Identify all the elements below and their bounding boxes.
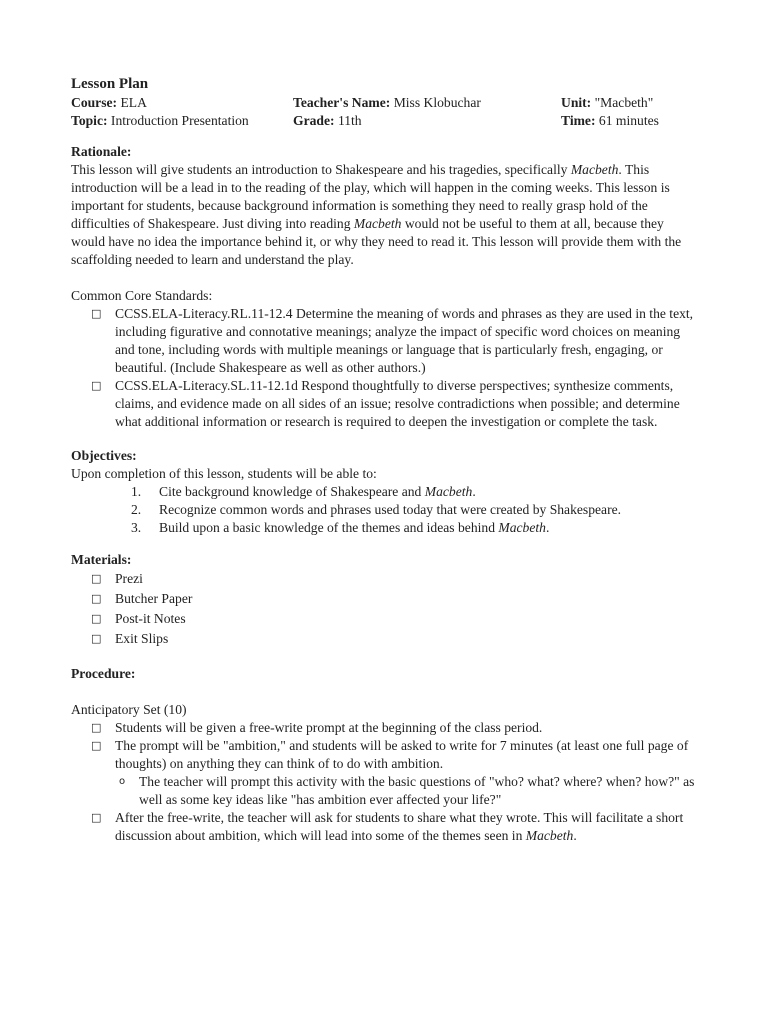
list-item: □ CCSS.ELA-Literacy.SL.11-12.1d Respond thoughtfully to diverse perspectives; synthesize comments, claims, and evidence made on all sides of an issue; resolve contradictions when possible; and determine what additional information or research is required to deepen the investigation or complete the task. bbox=[91, 378, 680, 429]
standards-heading: Common Core Standards: bbox=[71, 288, 213, 303]
teacher-field: Teacher's Name: Miss Klobuchar bbox=[293, 95, 481, 110]
checkbox-bullet-icon: □ bbox=[91, 811, 102, 824]
header-row-2 bbox=[71, 112, 701, 130]
procedure-sublist bbox=[115, 773, 701, 809]
standards-list bbox=[71, 305, 701, 431]
list-item: □ Exit Slips bbox=[71, 629, 701, 649]
list-item: 2. Recognize common words and phrases used today that were created by Shakespeare. bbox=[131, 502, 622, 517]
list-item: □ Butcher Paper bbox=[71, 589, 701, 609]
list-item: 3. Build upon a basic knowledge of the themes and ideas behind Macbeth. bbox=[131, 520, 550, 535]
procedure-heading: Procedure: bbox=[71, 666, 136, 681]
checkbox-bullet-icon: □ bbox=[91, 592, 102, 605]
unit-field: Unit: "Macbeth" bbox=[561, 95, 654, 110]
objectives-list bbox=[71, 483, 701, 537]
objectives-heading: Objectives: bbox=[71, 448, 137, 463]
list-item: □ The prompt will be "ambition," and students will be asked to write for 7 minutes (at least one full page of thoughts) on anything they can think of to do with ambition. o The teacher will prompt this activity with the basic questions of "who? what? where? when? how?" as well as some key ideas like "has ambition ever affected your life?" bbox=[71, 737, 701, 809]
checkbox-bullet-icon: □ bbox=[91, 739, 102, 752]
time-field: Time: 61 minutes bbox=[561, 113, 659, 128]
procedure-list bbox=[71, 719, 701, 845]
list-item: □ Prezi bbox=[71, 569, 701, 589]
grade-field: Grade: 11th bbox=[293, 113, 362, 128]
topic-field: Topic: Introduction Presentation bbox=[71, 113, 249, 128]
circle-bullet-icon: o bbox=[119, 776, 126, 787]
checkbox-bullet-icon: □ bbox=[91, 307, 102, 320]
list-item: □ After the free-write, the teacher will ask for students to share what they wrote. This will facilitate a short discussion about ambition, which will lead into some of the themes seen in Macbeth. bbox=[91, 810, 684, 843]
lesson-plan-document bbox=[71, 74, 701, 845]
checkbox-bullet-icon: □ bbox=[91, 632, 102, 645]
anticipatory-set-heading: Anticipatory Set (10) bbox=[71, 702, 187, 717]
rationale-heading: Rationale: bbox=[71, 144, 132, 159]
header-row-1 bbox=[71, 94, 701, 112]
checkbox-bullet-icon: □ bbox=[91, 612, 102, 625]
course-field: Course: ELA bbox=[71, 95, 147, 110]
materials-heading: Materials: bbox=[71, 552, 132, 567]
rationale-paragraph: This lesson will give students an introduction to Shakespeare and his tragedies, specifically Macbeth. This introduction will be a lead in to the reading of the play, which will happen in the coming weeks. This lesson is important for students, because background information is something they need to really grasp hold of the difficulties of Shakespeare. Just diving into reading Macbeth would not be useful to them at all, because they would have no idea the importance behind it, or why they need to read it. This lesson will provide them with the scaffolding needed to learn and understand the play. bbox=[71, 162, 682, 267]
objectives-intro: Upon completion of this lesson, students will be able to: bbox=[71, 466, 377, 481]
checkbox-bullet-icon: □ bbox=[91, 721, 102, 734]
document-title: Lesson Plan bbox=[71, 76, 149, 92]
checkbox-bullet-icon: □ bbox=[91, 572, 102, 585]
checkbox-bullet-icon: □ bbox=[91, 379, 102, 392]
materials-list bbox=[71, 569, 701, 649]
list-item: o The teacher will prompt this activity with the basic questions of "who? what? where? when? how?" as well as some key ideas like "has ambition ever affected your life?" bbox=[119, 774, 695, 807]
list-item: 1. Cite background knowledge of Shakespeare and Macbeth. bbox=[131, 484, 476, 499]
list-item: □ Students will be given a free-write prompt at the beginning of the class period. bbox=[91, 720, 543, 735]
list-item: □ CCSS.ELA-Literacy.RL.11-12.4 Determine the meaning of words and phrases as they are used in the text, including figurative and connotative meanings; analyze the impact of specific word choices on meaning and tone, including words with multiple meanings or language that is particularly fresh, engaging, or beautiful. (Include Shakespeare as well as other authors.) bbox=[91, 306, 694, 375]
list-item: □ Post-it Notes bbox=[71, 609, 701, 629]
